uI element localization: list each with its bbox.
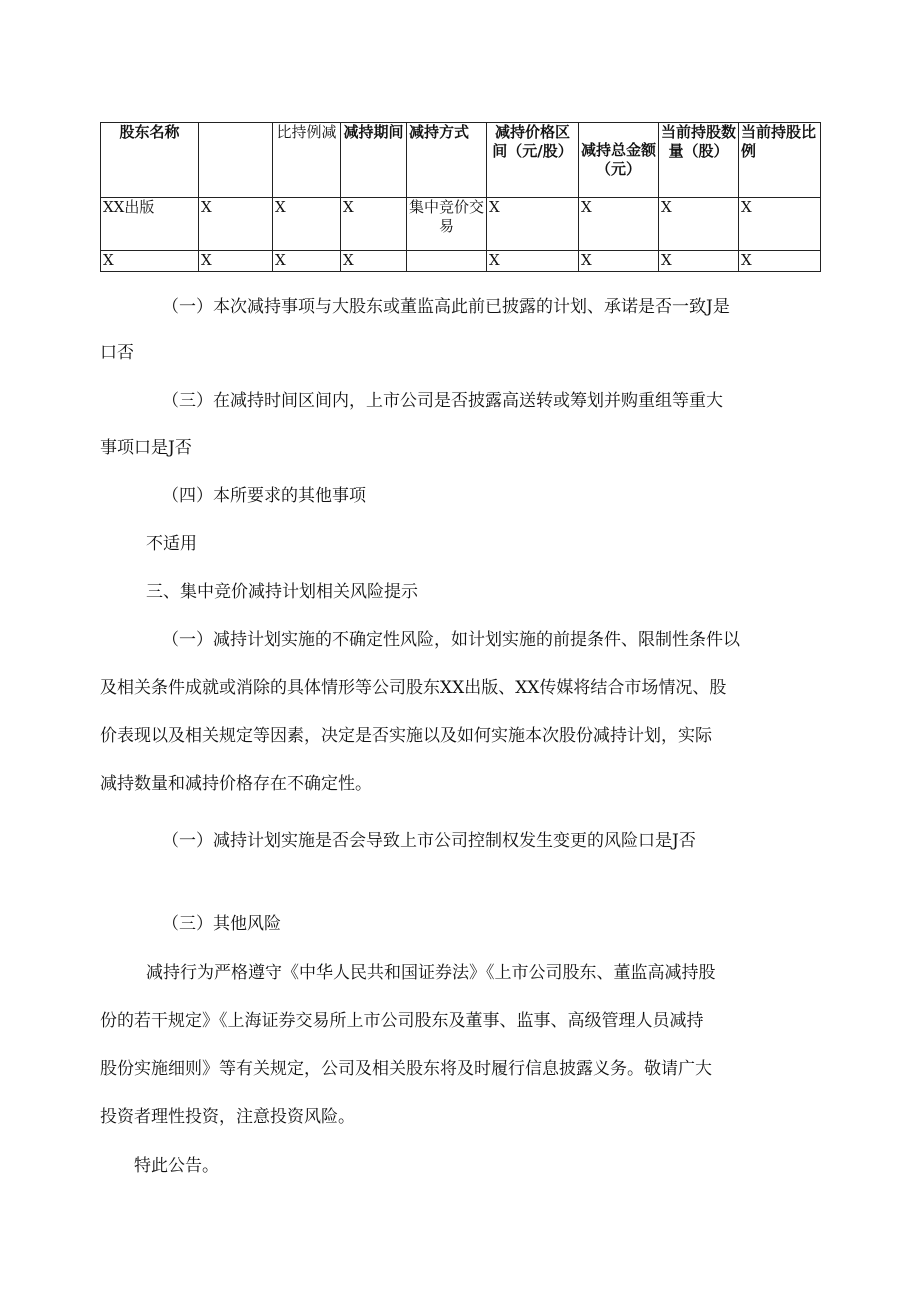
table-row — [101, 198, 821, 251]
table-cell: X — [341, 198, 407, 251]
header-reduction-method: 减持方式 — [407, 123, 487, 198]
header-blank — [199, 123, 273, 198]
table-header-row — [101, 123, 821, 198]
table-cell: X — [101, 251, 199, 272]
header-total-amount: 减持总金额（元） — [579, 123, 659, 198]
table-cell: X — [273, 251, 341, 272]
table-cell: X — [659, 198, 739, 251]
paragraph-compliance-line4: 投资者理性投资，注意投资风险。 — [100, 1107, 355, 1127]
table-cell: 集中竞价交易 — [407, 198, 487, 251]
table-cell: X — [659, 251, 739, 272]
paragraph-consistency-check: （一）本次减持事项与大股东或董监高此前已披露的计划、承诺是否一致J是 — [162, 297, 730, 317]
table-cell: X — [579, 198, 659, 251]
table-cell: X — [579, 251, 659, 272]
paragraph-control-change-risk: （一）减持计划实施是否会导致上市公司控制权发生变更的风险口是J否 — [162, 831, 696, 851]
paragraph-not-applicable: 不适用 — [146, 534, 197, 554]
table-cell: XX出版 — [101, 198, 199, 251]
paragraph-major-matters-check: （三）在减持时间区间内，上市公司是否披露高送转或筹划并购重组等重大 — [162, 391, 723, 411]
paragraph-uncertainty-risk-line3: 价表现以及相关规定等因素，决定是否实施以及如何实施本次股份减持计划，实际 — [100, 726, 712, 746]
header-current-shares: 当前持股数量（股） — [659, 123, 739, 198]
paragraph-uncertainty-risk-line2: 及相关条件成就或消除的具体情形等公司股东XX出版、XX传媒将结合市场情况、股 — [100, 678, 727, 698]
paragraph-compliance-line1: 减持行为严格遵守《中华人民共和国证券法》《上市公司股东、董监高减持股 — [146, 963, 716, 983]
paragraph-closing: 特此公告。 — [134, 1156, 219, 1176]
paragraph-other-risks-heading: （三）其他风险 — [162, 914, 281, 934]
table-cell: X — [487, 198, 579, 251]
reduction-plan-table — [100, 122, 821, 272]
table-cell: X — [199, 251, 273, 272]
paragraph-compliance-line3: 股份实施细则》等有关规定，公司及相关股东将及时履行信息披露义务。敬请广大 — [100, 1059, 712, 1079]
table-cell: X — [739, 251, 821, 272]
section-heading-risk-notice: 三、集中竞价减持计划相关风险提示 — [146, 582, 418, 602]
table-cell: X — [739, 198, 821, 251]
paragraph-uncertainty-risk-line1: （一）减持计划实施的不确定性风险，如计划实施的前提条件、限制性条件以 — [162, 630, 740, 650]
table-row — [101, 251, 821, 272]
paragraph-uncertainty-risk-line4: 减持数量和减持价格存在不确定性。 — [100, 774, 372, 794]
table-cell: X — [341, 251, 407, 272]
header-current-ratio: 当前持股比例 — [739, 123, 821, 198]
table-cell: X — [273, 198, 341, 251]
header-shareholder-name: 股东名称 — [101, 123, 199, 198]
table-cell: X — [199, 198, 273, 251]
table-cell: X — [487, 251, 579, 272]
header-reduction-ratio: 比持例减 — [273, 123, 341, 198]
paragraph-compliance-line2: 份的若干规定》《上海证券交易所上市公司股东及董事、监事、高级管理人员减持 — [100, 1011, 704, 1031]
header-price-range: 减持价格区间（元/股） — [487, 123, 579, 198]
header-reduction-period: 减持期间 — [341, 123, 407, 198]
paragraph-major-matters-check-cont: 事项口是J否 — [100, 438, 192, 458]
paragraph-consistency-check-cont: 口否 — [100, 343, 134, 363]
paragraph-other-matters-heading: （四）本所要求的其他事项 — [162, 486, 366, 506]
table-cell — [407, 251, 487, 272]
